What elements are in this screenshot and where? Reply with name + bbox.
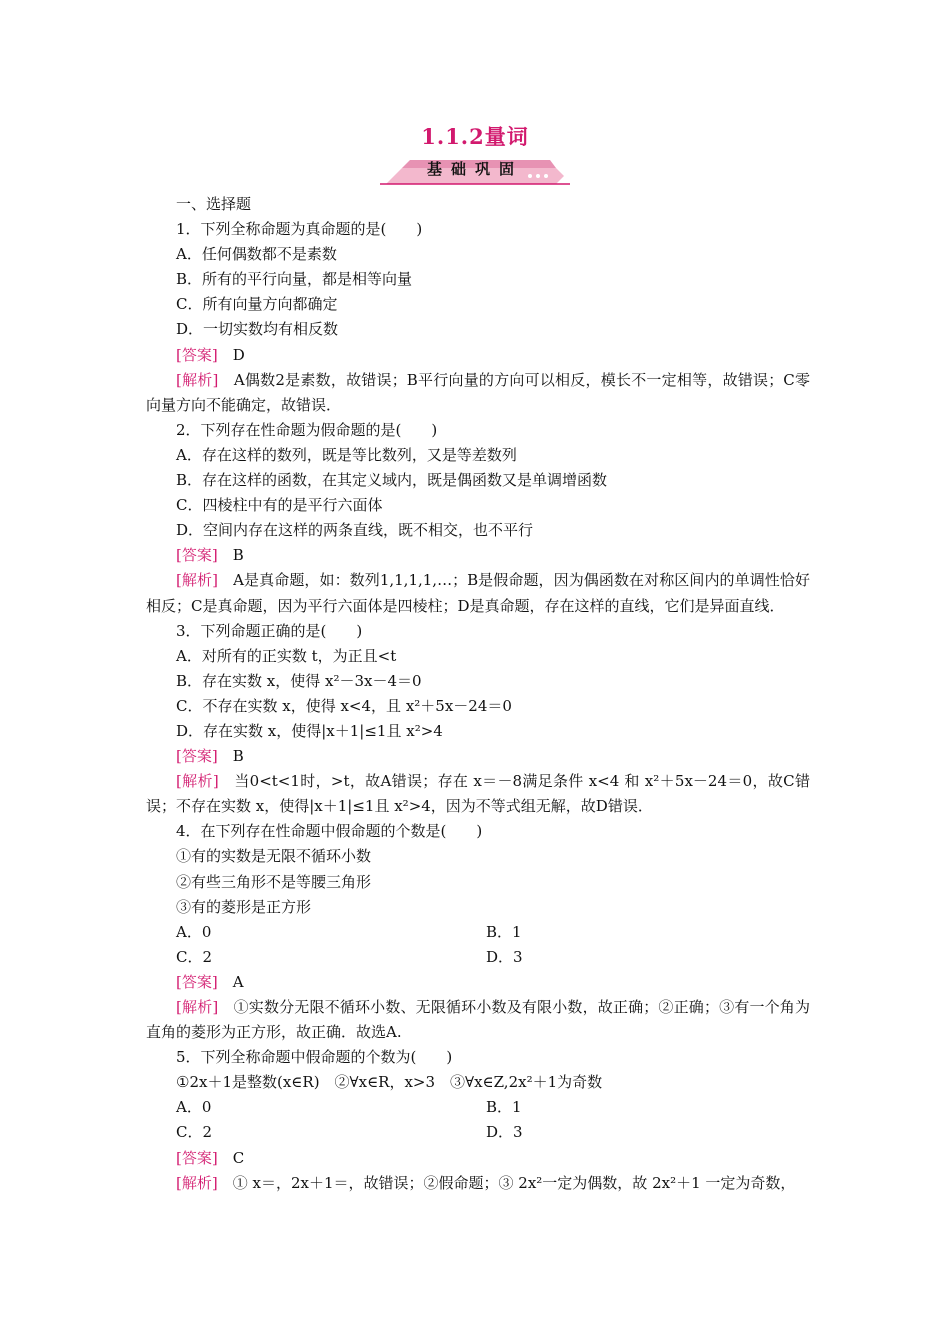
q1-option-c: C．所有向量方向都确定 xyxy=(176,295,338,314)
q3-analysis xyxy=(146,769,810,819)
analysis-tag: [解析] xyxy=(176,772,219,791)
q2-stem: 2．下列存在性命题为假命题的是( ) xyxy=(176,420,438,439)
analysis-tag: [解析] xyxy=(176,571,218,590)
q4-options-row-2 xyxy=(146,945,810,970)
analysis-tag: [解析] xyxy=(176,1173,218,1192)
q3-option-d: D．存在实数 x，使得|x＋1|≤1且 x²>4 xyxy=(176,721,443,740)
q4-analysis xyxy=(146,995,810,1045)
section-heading: 一、选择题 xyxy=(176,195,252,213)
q5-option-d: D．3 xyxy=(486,1123,523,1142)
q1-analysis xyxy=(146,368,810,418)
q1-stem: 1．下列全称命题为真命题的是( ) xyxy=(176,220,423,239)
answer-tag: [答案] xyxy=(176,345,218,364)
content-body xyxy=(146,192,810,1196)
analysis-text: A是真命题，如：数列1,1,1,1,…；B是假命题，因为偶函数在对称区间内的单调性恰好相反；C是真命题，因为平行六面体是四棱柱；D是真命题，存在这样的直线，它们是异面直线． xyxy=(146,571,810,615)
answer-value: A xyxy=(232,972,244,991)
q1-answer xyxy=(146,343,810,368)
q4-option-c: C．2 xyxy=(176,947,213,966)
q4-item-3: ③有的菱形是正方形 xyxy=(176,897,312,916)
q2-analysis xyxy=(146,568,810,618)
q2-answer xyxy=(146,543,810,568)
q1-option-b: B．所有的平行向量，都是相等向量 xyxy=(176,270,413,289)
analysis-tag: [解析] xyxy=(176,370,219,389)
q4-item-1: ①有的实数是无限不循环小数 xyxy=(176,847,372,866)
answer-value: B xyxy=(232,747,244,766)
analysis-tag: [解析] xyxy=(176,998,219,1016)
q2-option-c: C．四棱柱中有的是平行六面体 xyxy=(176,496,383,515)
q4-stem: 4．在下列存在性命题中假命题的个数是( ) xyxy=(176,822,483,841)
q5-option-c: C．2 xyxy=(176,1123,213,1142)
q4-option-a: A．0 xyxy=(176,922,212,941)
analysis-text: 当0<t<1时，>t，故A错误；存在 x＝－8满足条件 x<4 和 x²＋5x－24＝0，故C错误；不存在实数 x，使得|x＋1|≤1且 x²>4，因为不等式组无解，故D错误． xyxy=(146,772,810,816)
q5-answer xyxy=(146,1146,810,1171)
q3-option-b: B．存在实数 x，使得 x²－3x－4＝0 xyxy=(176,671,422,690)
analysis-text: ① x＝，2x＋1＝，故错误；②假命题；③ 2x²一定为偶数，故 2x²＋1 一定为奇数， xyxy=(232,1173,796,1192)
q3-option-c: C．不存在实数 x，使得 x<4，且 x²＋5x－24＝0 xyxy=(176,696,512,715)
q5-items: ①2x＋1是整数(x∈R) ②∀x∈R，x>3 ③∀x∈Z,2x²＋1为奇数 xyxy=(176,1073,603,1092)
q1-option-a: A．任何偶数都不是素数 xyxy=(176,245,337,264)
analysis-text: ①实数分无限不循环小数、无限循环小数及有限小数，故正确；②正确；③有一个角为直角的菱形为正方形，故正确．故选A. xyxy=(146,998,810,1042)
q5-option-a: A．0 xyxy=(176,1098,212,1117)
q3-answer xyxy=(146,744,810,769)
answer-value: C xyxy=(232,1148,245,1167)
q3-stem: 3．下列命题正确的是( ) xyxy=(176,621,363,640)
q1-option-d: D．一切实数均有相反数 xyxy=(176,320,339,339)
q5-option-b: B．1 xyxy=(486,1098,522,1117)
answer-tag: [答案] xyxy=(176,1148,218,1167)
q5-options-row-1 xyxy=(146,1095,810,1120)
answer-value: D xyxy=(232,345,245,364)
q2-option-d: D．空间内存在这样的两条直线，既不相交，也不平行 xyxy=(176,521,534,540)
q5-stem: 5．下列全称命题中假命题的个数为( ) xyxy=(176,1048,453,1067)
q2-option-b: B．存在这样的函数，在其定义域内，既是偶函数又是单调增函数 xyxy=(176,471,608,490)
q4-answer xyxy=(146,970,810,995)
q5-options-row-2 xyxy=(146,1120,810,1145)
q4-option-b: B．1 xyxy=(486,922,522,941)
answer-tag: [答案] xyxy=(176,972,218,991)
page-title: 1.1.2量词 xyxy=(421,124,529,149)
q4-item-2: ②有些三角形不是等腰三角形 xyxy=(176,872,372,891)
q4-option-d: D．3 xyxy=(486,947,523,966)
analysis-text: A偶数2是素数，故错误；B平行向量的方向可以相反，模长不一定相等，故错误；C零向量方向不能确定，故错误． xyxy=(146,370,810,414)
q2-option-a: A．存在这样的数列，既是等比数列，又是等差数列 xyxy=(176,445,517,464)
answer-value: B xyxy=(232,546,244,565)
q3-option-a: A．对所有的正实数 t，为正且<t xyxy=(176,646,397,665)
q4-options-row-1 xyxy=(146,920,810,945)
banner-label: 基础巩固 xyxy=(426,160,523,178)
q5-analysis xyxy=(146,1171,810,1196)
answer-tag: [答案] xyxy=(176,747,218,766)
answer-tag: [答案] xyxy=(176,546,218,565)
